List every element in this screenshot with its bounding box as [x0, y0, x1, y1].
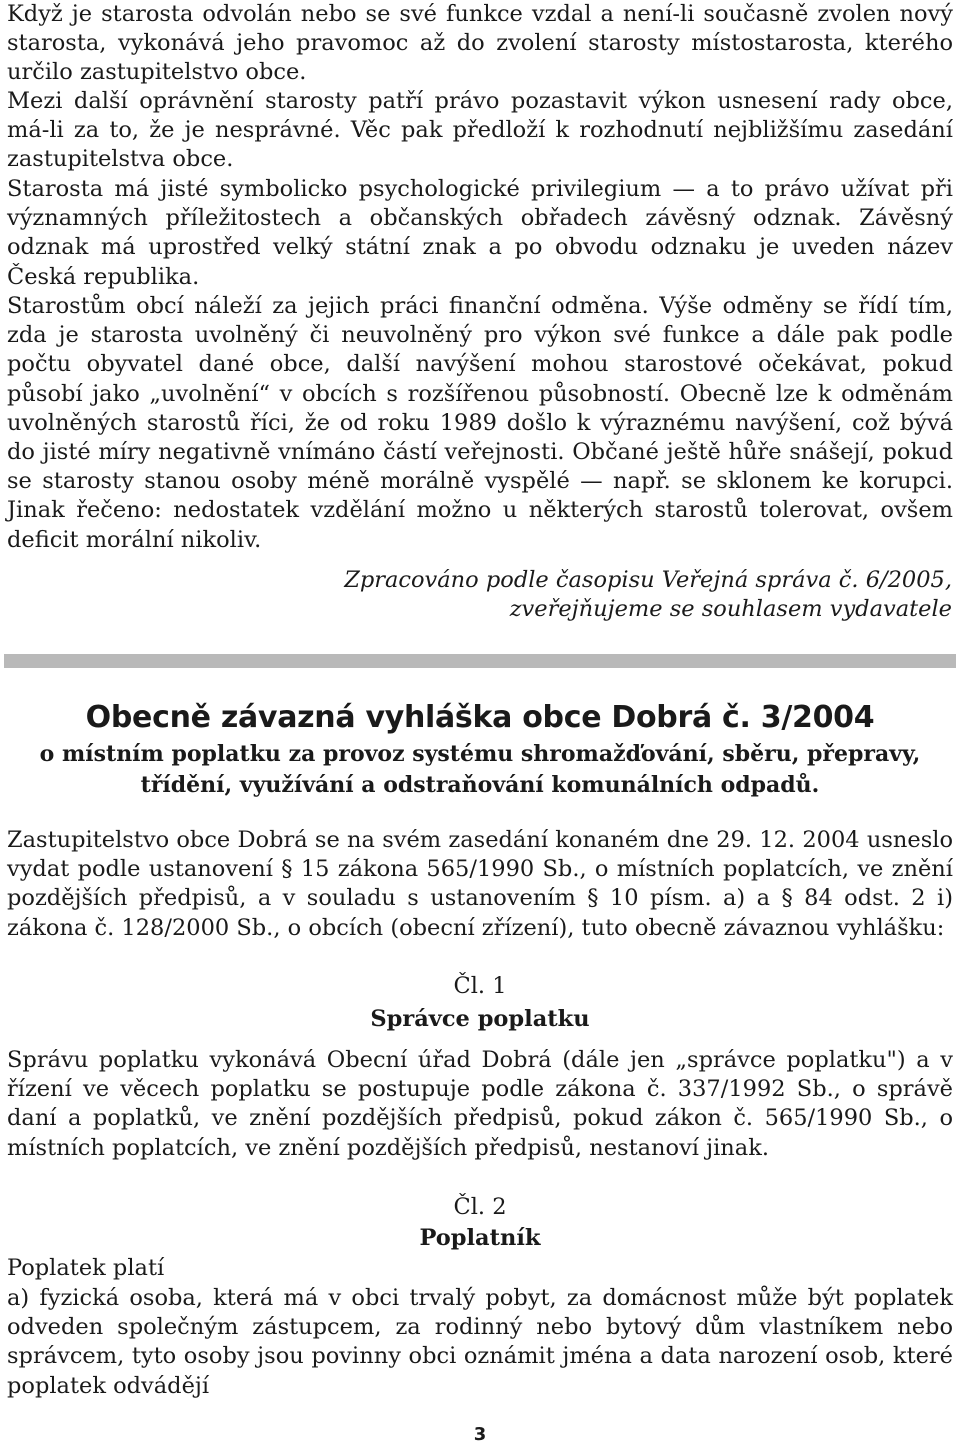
- article-2-text: Poplatek platí: [7, 1255, 165, 1281]
- article-paragraph-4: Starostům obcí náleží za jejich práci finanční odměna. Výše odměny se řídí tím, zda je starosta uvolněný či neuvolněný pro výkon své funkce a dále pak podle počtu obyvatel dané obce, další navýšení mohou starostové očekávat, pokud působí jako „uvolnění“ v obcích s rozšířenou působností. Obecně lze k odměnám uvolněných starostů říci, že od roku 1989 došlo k výraznému navýšení, což bývá do jisté míry negativně vnímáno částí veřejnosti. Občané ještě hůře snášejí, pokud se starosty stanou osoby méně morálně vyspělé — např. se sklonem ke korupci. Jinak řečeno: nedostatek vzdělání možno u některých starostů tolerovat, ovšem deficit morální nikoliv.: [7, 293, 953, 553]
- article-2-number: Čl. 2: [453, 1194, 507, 1220]
- source-credit-line-1: Zpracováno podle časopisu Veřejná správa č. 6/2005,: [344, 567, 952, 593]
- ordinance-intro: Zastupitelstvo obce Dobrá se na svém zasedání konaném dne 29. 12. 2004 usneslo vydat podle ustanovení § 15 zákona 565/1990 Sb., o místních poplatcích, ve znění pozdějších předpisů, a v souladu s ustanovením § 10 písm. a) a § 84 odst. 2 i) zákona č. 128/2000 Sb., o obcích (obecní zřízení), tuto obecně závaznou vyhlášku:: [7, 827, 953, 941]
- source-credit-line-2: zveřejňujeme se souhlasem vydavatele: [509, 596, 952, 622]
- article-2-heading: Poplatník: [419, 1225, 541, 1251]
- article-2-item-a: a) fyzická osoba, která má v obci trvalý pobyt, za domácnost může být poplatek odveden společným zástupcem, za rodinný nebo bytový dům vlastníkem nebo správcem, tyto osoby jsou povinny obci oznámit jména a data narození osob, které poplatek odvádějí: [7, 1285, 953, 1399]
- article-1-number: Čl. 1: [453, 973, 507, 999]
- article-1-text: Správu poplatku vykonává Obecní úřad Dobrá (dále jen „správce poplatku") a v řízení ve věcech poplatku se postupuje podle zákona č. 337/1992 Sb., o správě daní a poplatků, ve znění pozdějších předpisů, pokud zákon č. 565/1990 Sb., o místních poplatcích, ve znění pozdějších předpisů, nestanoví jinak.: [7, 1047, 953, 1161]
- article-paragraph-1: Když je starosta odvolán nebo se své funkce vzdal a není-li současně zvolen nový starosta, vykonává jeho pravomoc až do zvolení starosty místostarosta, kterého určilo zastupitelstvo obce.: [7, 1, 953, 86]
- article-paragraph-2: Mezi další oprávnění starosty patří právo pozastavit výkon usnesení rady obce, má-li za to, že je nesprávné. Věc pak předloží k rozhodnutí nejbližšímu zasedání zastupitelstva obce.: [7, 88, 953, 173]
- article-paragraph-3: Starosta má jisté symbolicko psychologické privilegium — a to právo užívat při významných příležitostech a občanských obřadech závěsný odznak. Závěsný odznak má uprostřed velký státní znak a po obvodu odznaku je uveden název Česká republika.: [7, 176, 953, 290]
- ordinance-title: Obecně závazná vyhláška obce Dobrá č. 3/2004: [85, 700, 875, 735]
- ordinance-subtitle: o místním poplatku za provoz systému shromažďování, sběru, přepravy, třídění, využívání a odstraňování komunálních odpadů.: [39, 741, 921, 798]
- article-1-heading: Správce poplatku: [370, 1006, 590, 1032]
- section-divider: [4, 654, 956, 668]
- page-number: 3: [473, 1424, 487, 1445]
